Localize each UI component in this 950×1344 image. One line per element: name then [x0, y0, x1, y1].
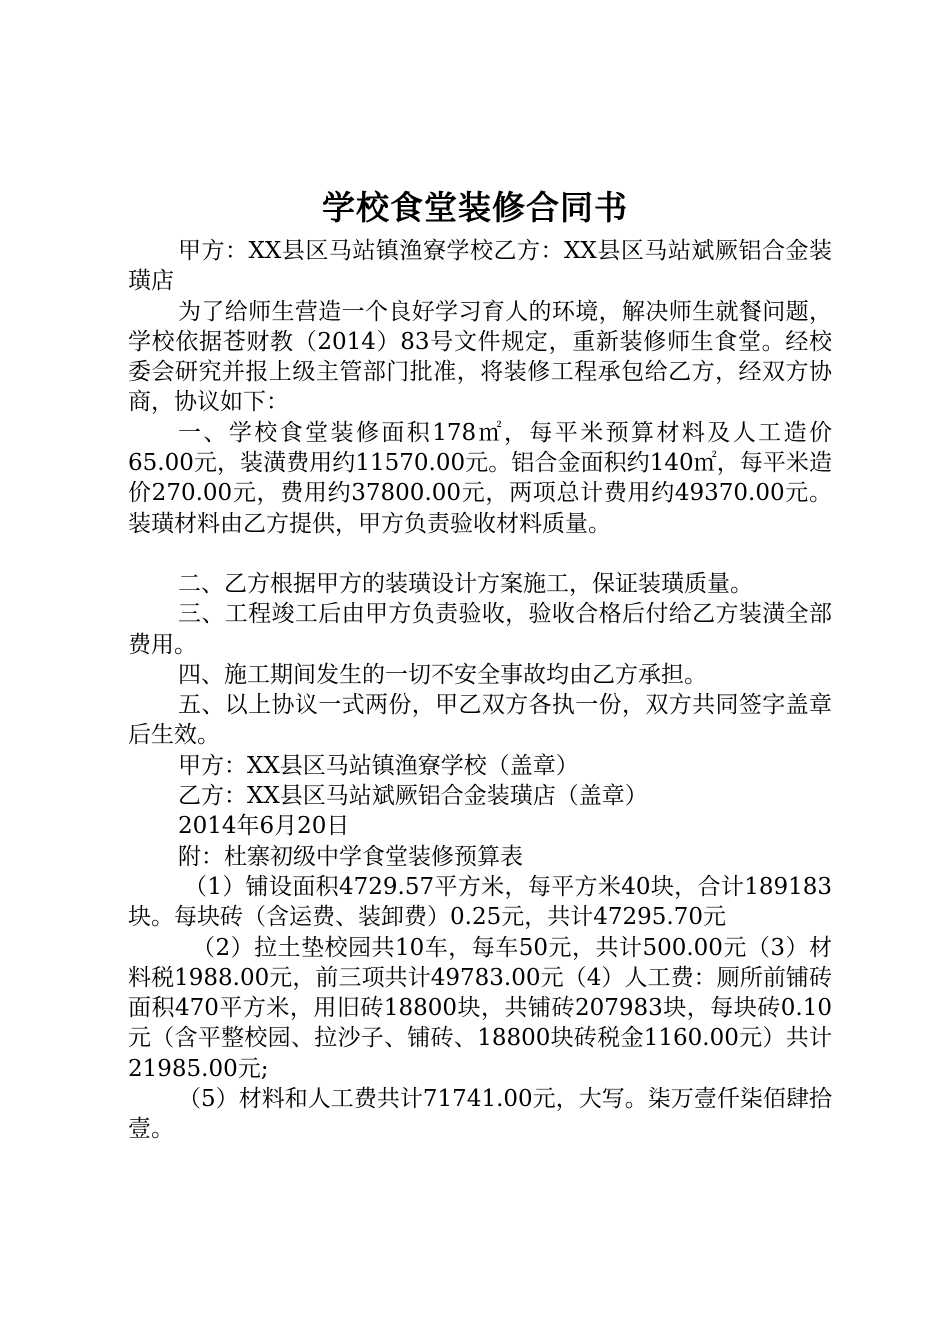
document-body	[128, 236, 832, 1145]
clause-1: 一、学校食堂装修面积178㎡，每平米预算材料及人工造价65.00元，装潢费用约11570.00元。铝合金面积约140㎡，每平米造价270.00元，费用约37800.00元，两项总计费用约49370.00元。装璜材料由乙方提供，甲方负责验收材料质量。	[128, 419, 832, 537]
budget-items-2-4: （2）拉土垫校园共10车，每车50元，共计500.00元（3）材料税1988.00元，前三项共计49783.00元（4）人工费：厕所前铺砖面积470平方米，用旧砖18800块，共铺砖207983块，每块砖0.10元（含平整校园、拉沙子、铺砖、18800块砖税金1160.00元）共计21985.00元;	[128, 934, 832, 1082]
signing-date: 2014年6月20日	[178, 813, 350, 840]
parties-line: 甲方：XX县区马站镇渔寮学校乙方：XX县区马站斌厥铝合金装璜店	[128, 238, 832, 295]
budget-item-5: （5）材料和人工费共计71741.00元，大写。柒万壹仟柒佰肆拾壹。	[128, 1086, 832, 1143]
document-title: 学校食堂装修合同书	[322, 188, 628, 227]
clause-5: 五、以上协议一式两份，甲乙双方各执一份，双方共同签字盖章后生效。	[128, 692, 832, 749]
paragraph-spacer	[128, 539, 832, 569]
clause-3: 三、工程竣工后由甲方负责验收，验收合格后付给乙方装潢全部费用。	[128, 601, 832, 658]
party-b-signature: 乙方：XX县区马站斌厥铝合金装璜店（盖章）	[178, 783, 648, 810]
party-a-signature: 甲方：XX县区马站镇渔寮学校（盖章）	[178, 752, 579, 779]
clause-2: 二、乙方根据甲方的装璜设计方案施工，保证装璜质量。	[178, 570, 753, 597]
preamble-paragraph: 为了给师生营造一个良好学习育人的环境，解决师生就餐问题，学校依据苍财教（2014）83号文件规定，重新装修师生食堂。经校委会研究并报上级主管部门批准，将装修工程承包给乙方，经双方协商，协议如下：	[128, 298, 832, 416]
budget-item-1: （1）铺设面积4729.57平方米，每平方米40块，合计189183块。每块砖（含运费、装卸费）0.25元，共计47295.70元	[128, 873, 832, 931]
clause-4: 四、施工期间发生的一切不安全事故均由乙方承担。	[178, 661, 707, 688]
appendix-title: 附：杜寨初级中学食堂装修预算表	[178, 843, 523, 870]
